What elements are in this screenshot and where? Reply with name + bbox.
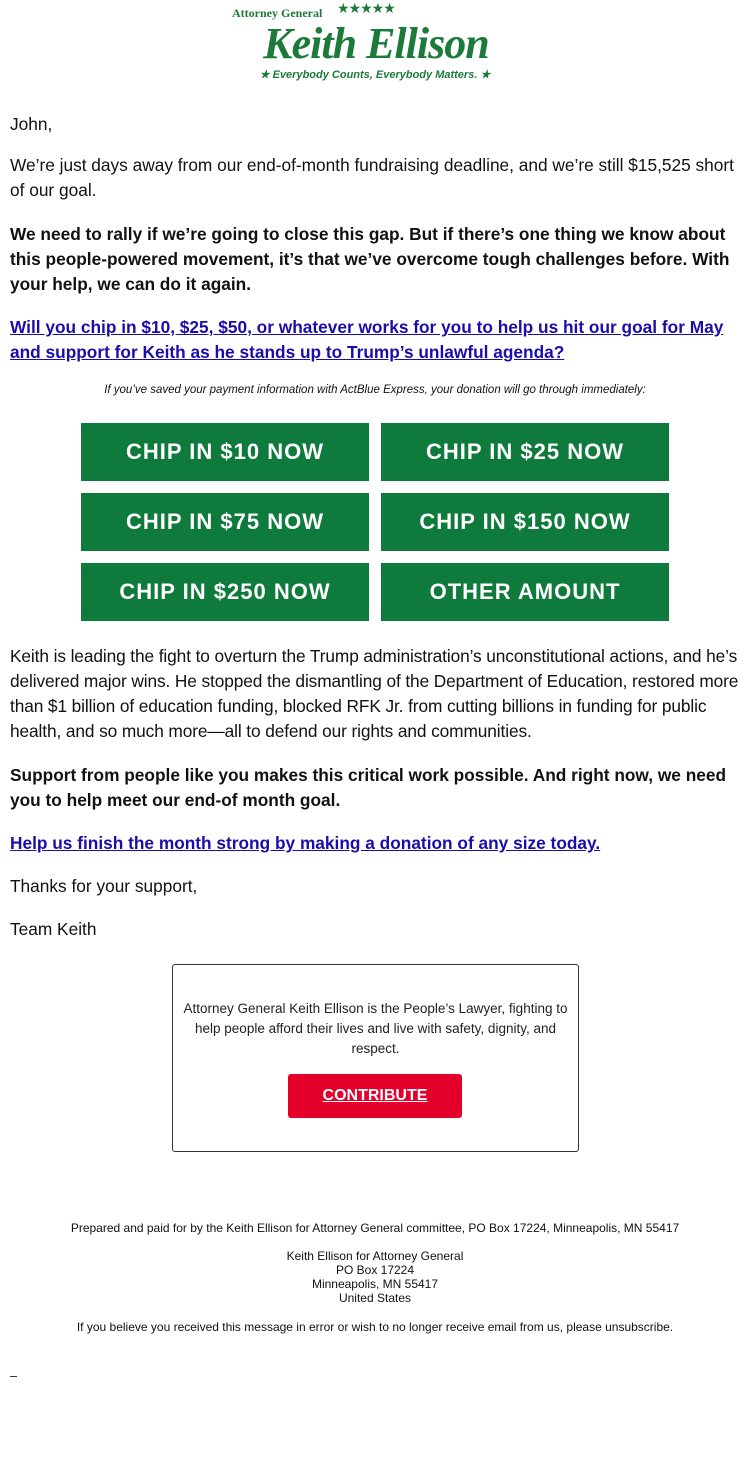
- logo-tagline: ★ Everybody Counts, Everybody Matters. ★: [259, 69, 491, 81]
- paragraph-support: Support from people like you makes this critical work possible. And right now, we need you to help meet our end-of month goal.: [10, 765, 727, 810]
- finish-strong-link[interactable]: Help us finish the month strong by making a donation of any size today.: [10, 833, 601, 853]
- paragraph-wins: Keith is leading the fight to overturn the Trump administration’s unconstitutional actions, and he’s delivered major wins. He stopped the dismantling of the Department of Education, restored more than $1 billion of education funding, blocked RFK Jr. from cutting billions in funding for public health, and so much more—all to defend our rights and communities.: [10, 646, 739, 741]
- mailing-address: [0, 1249, 750, 1305]
- signature: Team Keith: [10, 919, 97, 939]
- contribute-box: [172, 964, 579, 1152]
- chip-in-10-button[interactable]: CHIP IN $10 NOW: [81, 423, 369, 481]
- paragraph-deadline: We’re just days away from our end-of-month fundraising deadline, and we’re still $15,525 short of our goal.: [10, 155, 734, 200]
- logo-name: Keith Ellison: [263, 19, 489, 68]
- paid-for-disclaimer: Prepared and paid for by the Keith Ellison for Attorney General committee, PO Box 17224, Minneapolis, MN 55417: [70, 1221, 680, 1235]
- chip-in-75-button[interactable]: CHIP IN $75 NOW: [81, 493, 369, 551]
- logo-stars-icon: ★★★★★: [337, 0, 395, 16]
- peoples-lawyer-text: Attorney General Keith Ellison is the People’s Lawyer, fighting to help people afford their lives and live with safety, dignity, and respect.: [183, 1001, 568, 1056]
- other-amount-button[interactable]: OTHER AMOUNT: [381, 563, 669, 621]
- greeting: John,: [10, 114, 53, 134]
- chip-in-25-button[interactable]: CHIP IN $25 NOW: [381, 423, 669, 481]
- chip-in-150-button[interactable]: CHIP IN $150 NOW: [381, 493, 669, 551]
- address-line: PO Box 17224: [335, 1263, 415, 1277]
- logo-attorney-general: Attorney General: [232, 6, 323, 20]
- address-line: Keith Ellison for Attorney General: [286, 1249, 464, 1263]
- paragraph-rally: We need to rally if we’re going to close this gap. But if there’s one thing we know about this people-powered movement, it’s that we’ve overcome tough challenges before. With your help, we can do it again.: [10, 224, 730, 294]
- divider: [10, 1376, 17, 1377]
- actblue-express-note: If you’ve saved your payment information with ActBlue Express, your donation will go through immediately:: [104, 384, 646, 396]
- signoff: Thanks for your support,: [10, 876, 198, 896]
- address-line: Minneapolis, MN 55417: [311, 1277, 439, 1291]
- contribute-button[interactable]: CONTRIBUTE: [288, 1074, 462, 1118]
- chip-in-250-button[interactable]: CHIP IN $250 NOW: [81, 563, 369, 621]
- unsubscribe-text[interactable]: If you believe you received this message in error or wish to no longer receive email from us, please unsubscribe.: [76, 1320, 674, 1334]
- chip-in-link[interactable]: Will you chip in $10, $25, $50, or whatever works for you to help us hit our goal for May and support for Keith as he stands up to Trump’s unlawful agenda?: [10, 317, 724, 362]
- campaign-logo: [0, 0, 750, 90]
- address-line: United States: [338, 1291, 412, 1305]
